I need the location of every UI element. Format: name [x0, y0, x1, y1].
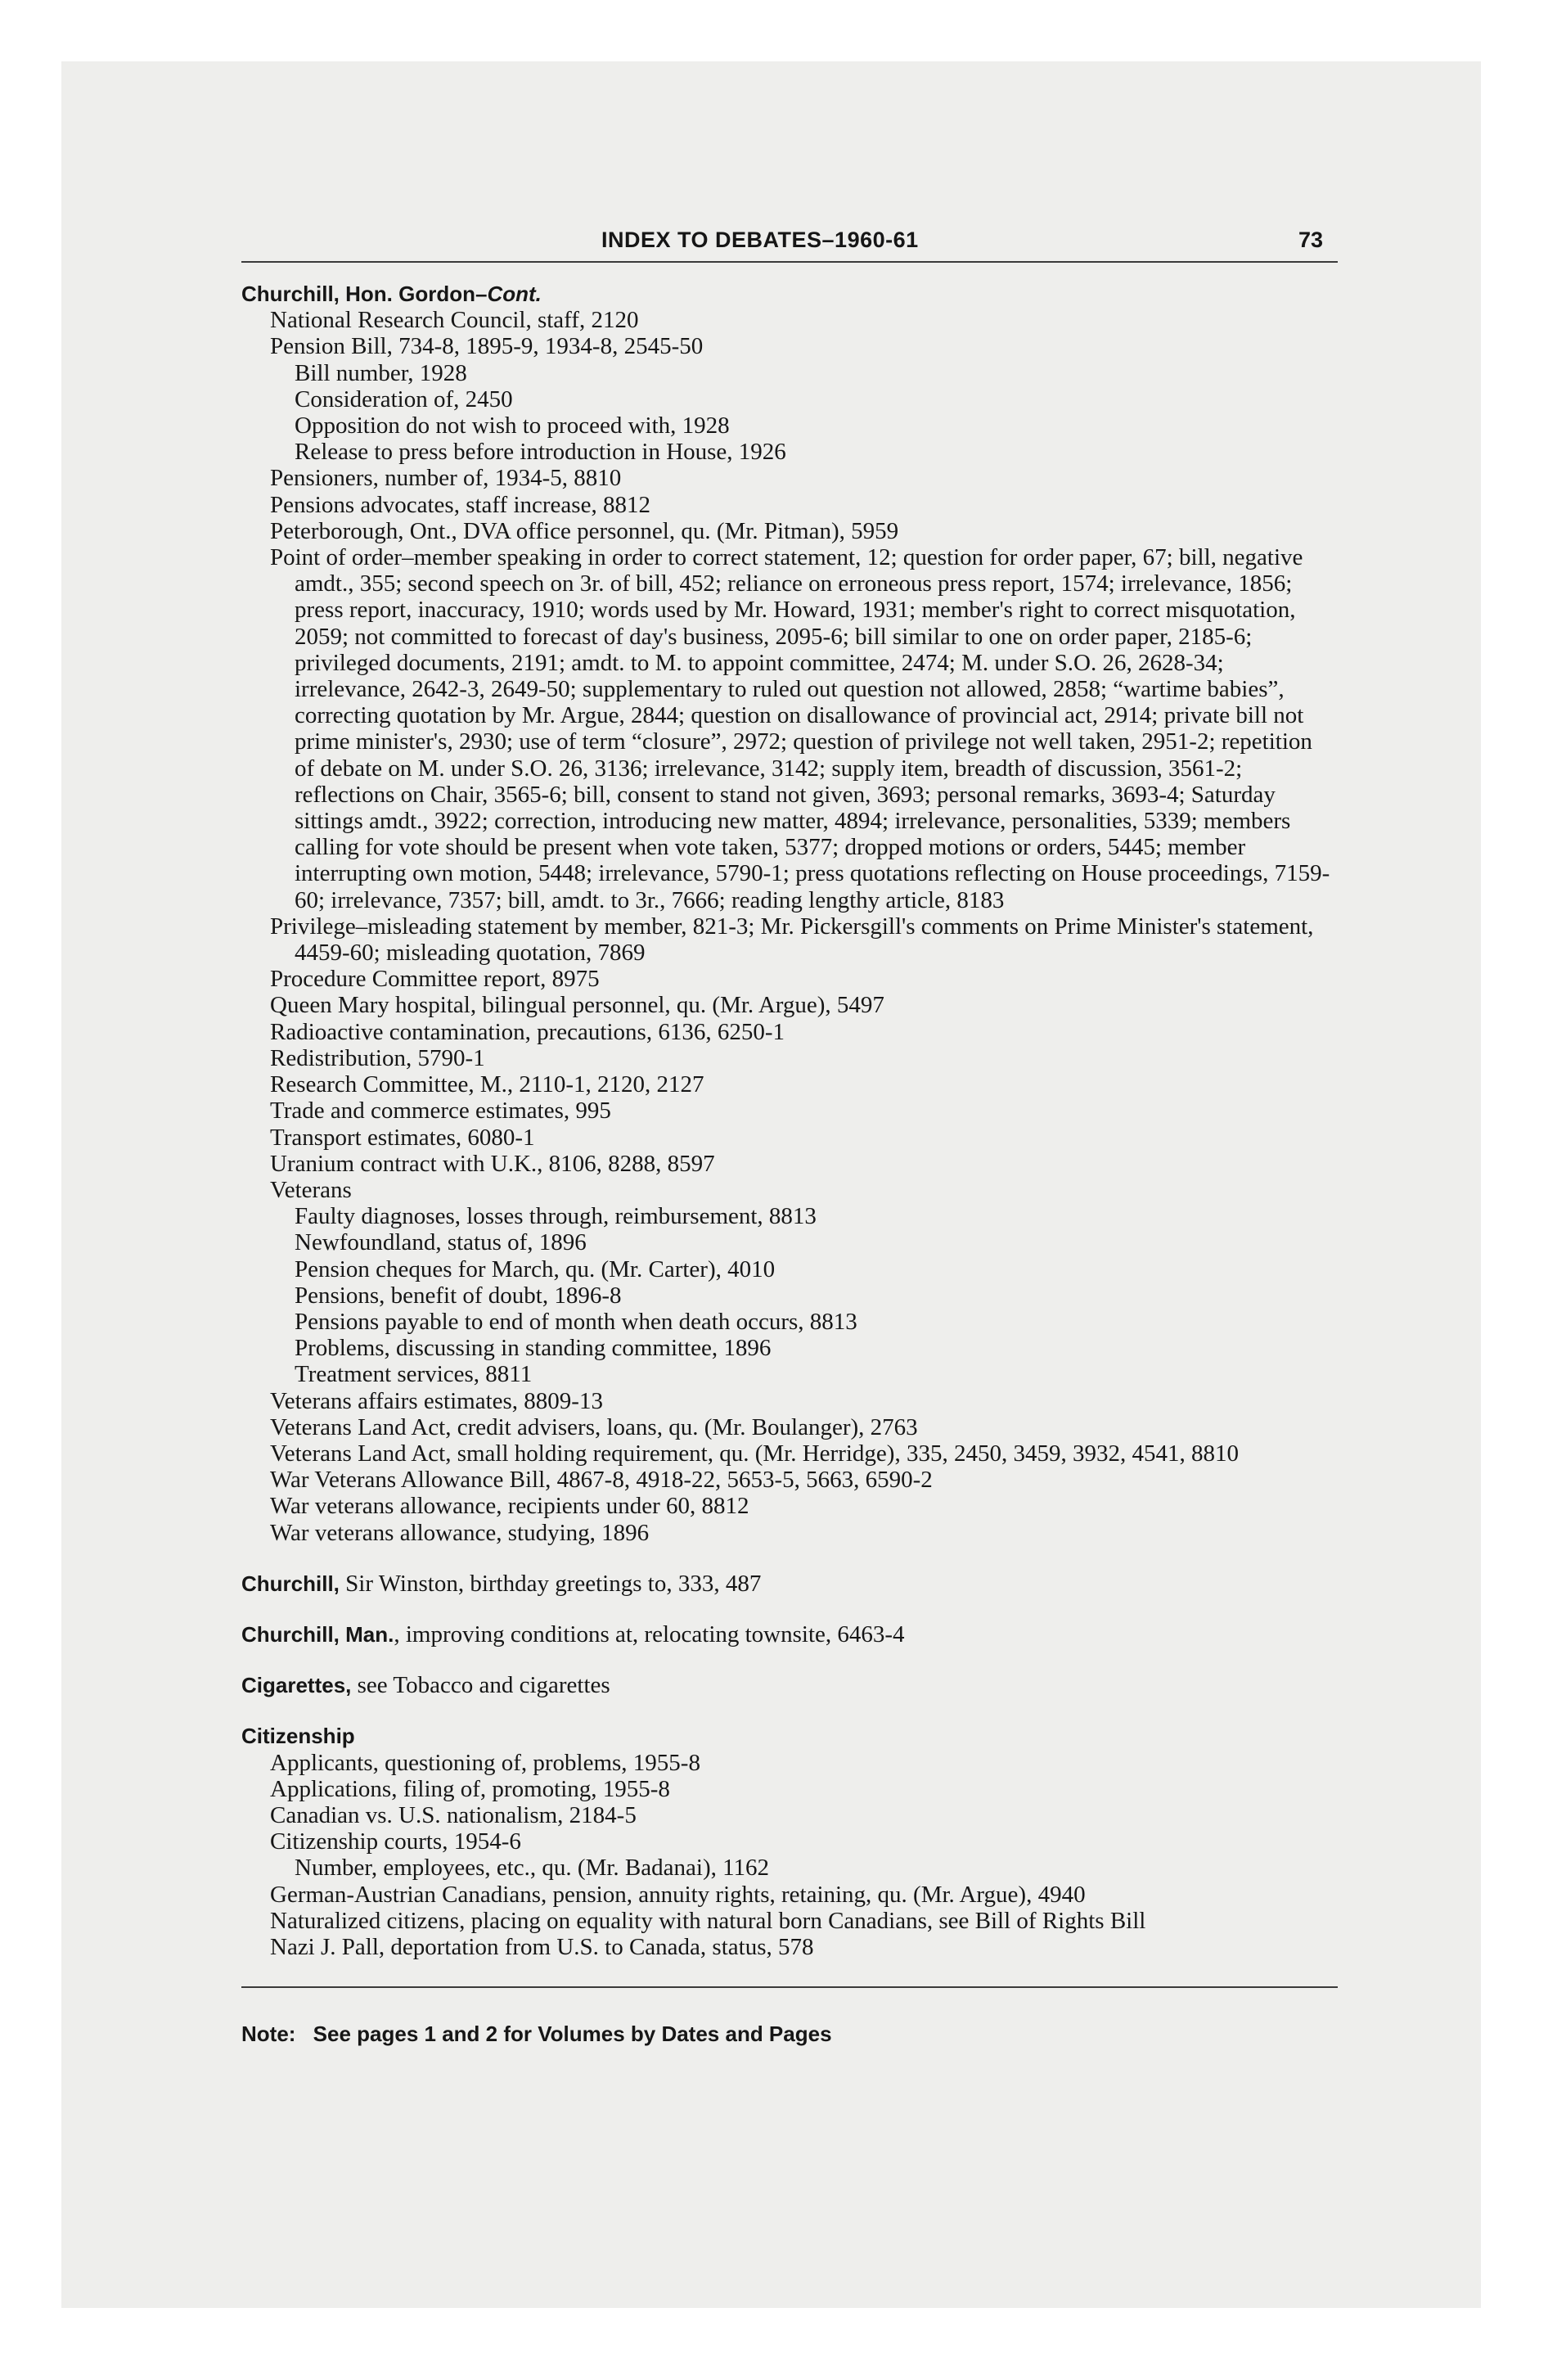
index-subentry: Nazi J. Pall, deportation from U.S. to Canada, status, 578: [270, 1933, 814, 1960]
header-title: INDEX TO DEBATES–1960-61: [601, 228, 919, 252]
index-subentry: Transport estimates, 6080-1: [270, 1124, 535, 1151]
index-subentry: Redistribution, 5790-1: [270, 1044, 485, 1071]
index-entry: [241, 1672, 1338, 1698]
entry-heading: Citizenship: [241, 1724, 355, 1749]
index-subentry: War Veterans Allowance Bill, 4867-8, 4918-22, 5653-5, 5663, 6590-2: [270, 1467, 933, 1494]
index-subentry: Pension Bill, 734-8, 1895-9, 1934-8, 2545-50: [270, 333, 704, 360]
entry-heading-text: Sir Winston, birthday greetings to, 333, 487: [339, 1570, 762, 1597]
index-subentry: Radioactive contamination, precautions, 6136, 6250-1: [270, 1018, 785, 1045]
index-entries: [241, 281, 1338, 1960]
index-subentry: Trade and commerce estimates, 995: [270, 1098, 611, 1125]
index-subentry: Queen Mary hospital, bilingual personnel, qu. (Mr. Argue), 5497: [270, 992, 884, 1019]
index-subentry: Procedure Committee report, 8975: [270, 966, 600, 993]
running-header: [241, 217, 1338, 258]
index-subentry: Uranium contract with U.K., 8106, 8288, 8597: [270, 1150, 715, 1177]
index-subsubentry: Consideration of, 2450: [295, 385, 513, 412]
index-entry: [241, 1621, 1338, 1648]
index-subentry: Citizenship courts, 1954-6: [270, 1828, 521, 1855]
index-subentry: National Research Council, staff, 2120: [270, 307, 639, 334]
index-subsubentry: Release to press before introduction in House, 1926: [295, 439, 786, 466]
entry-heading-line: [241, 281, 1338, 307]
index-subsubentry: Pensions, benefit of doubt, 1896-8: [295, 1282, 622, 1309]
entry-heading-line: [241, 1723, 1338, 1749]
index-subentry: Research Committee, M., 2110-1, 2120, 2127: [270, 1071, 704, 1098]
index-subsubentry: Newfoundland, status of, 1896: [295, 1229, 587, 1256]
footer-note: [241, 2021, 1338, 2047]
entry-heading: Churchill, Hon. Gordon–: [241, 282, 488, 306]
index-subentry: Pensioners, number of, 1934-5, 8810: [270, 465, 622, 492]
index-subentry: Canadian vs. U.S. nationalism, 2184-5: [270, 1801, 637, 1828]
entry-heading-line: [241, 1571, 1338, 1597]
index-subsubentry: Problems, discussing in standing committee, 1896: [295, 1335, 772, 1362]
entry-heading: Cigarettes,: [241, 1673, 352, 1698]
index-subentry: Veterans Land Act, small holding requirement, qu. (Mr. Herridge), 335, 2450, 3459, 3932, 4541, 8810: [270, 1440, 1239, 1467]
page-number: 73: [1298, 228, 1323, 252]
entry-heading-line: [241, 1621, 1338, 1648]
index-subsubentry: Bill number, 1928: [295, 359, 467, 386]
entry-heading-continued: Cont.: [487, 282, 542, 306]
index-subentry: Veterans Land Act, credit advisers, loans, qu. (Mr. Boulanger), 2763: [270, 1413, 918, 1440]
index-entry: [241, 1723, 1338, 1960]
index-subentry: Applicants, questioning of, problems, 1955-8: [270, 1749, 700, 1776]
index-subentry: Naturalized citizens, placing on equality with natural born Canadians, see Bill of Rights Bill: [270, 1907, 1146, 1934]
index-subentry: German-Austrian Canadians, pension, annuity rights, retaining, qu. (Mr. Argue), 4940: [270, 1881, 1086, 1908]
index-subentry: Veterans affairs estimates, 8809-13: [270, 1387, 603, 1414]
index-subsubentry: Treatment services, 8811: [295, 1361, 533, 1388]
note-text: See pages 1 and 2 for Volumes by Dates and Pages: [313, 2022, 832, 2047]
page-content: [241, 217, 1338, 2047]
note-label: Note:: [241, 2022, 296, 2047]
index-subentry: Privilege–misleading statement by member, 821-3; Mr. Pickersgill's comments on Prime Minister's statement, 4459-60; misleading quotation, 7869: [270, 913, 1314, 967]
header-rule: [241, 261, 1338, 263]
index-subentry: Point of order–member speaking in order to correct statement, 12; question for order paper, 67; bill, negative amdt., 355; second speech on 3r. of bill, 452; reliance on erroneous press report, 1574; irrelevance, 1856; press report, inaccuracy, 1910; words used by Mr. Howard, 1931; member's right to correct misquotation, 2059; not committed to forecast of day's business, 2095-6; bill similar to one on order paper, 2185-6; privileged documents, 2191; amdt. to M. to appoint committee, 2474; M. under S.O. 26, 2628-34; irrelevance, 2642-3, 2649-50; supplementary to ruled out question not allowed, 2858; “wartime babies”, correcting quotation by Mr. Argue, 2844; question on disallowance of provincial act, 2914; private bill not prime minister's, 2930; use of term “closure”, 2972; question of privilege not well taken, 2951-2; repetition of debate on M. under S.O. 26, 3136; irrelevance, 3142; supply item, breadth of discussion, 3561-2; reflections on Chair, 3565-6; bill, consent to stand not given, 3693; personal remarks, 3693-4; Saturday sittings amdt., 3922; correction, introducing new matter, 4894; irrelevance, personalities, 5339; members calling for vote should be present when vote taken, 5377; dropped motions or orders, 5445; member interrupting own motion, 5448; irrelevance, 5790-1; press quotations reflecting on House proceedings, 7159-60; irrelevance, 7357; bill, amdt. to 3r., 7666; reading lengthy article, 8183: [270, 544, 1330, 913]
index-subentry: Applications, filing of, promoting, 1955-8: [270, 1775, 670, 1802]
index-subsubentry: Number, employees, etc., qu. (Mr. Badanai), 1162: [295, 1855, 770, 1882]
index-entry: [241, 281, 1338, 1546]
index-subentry: Veterans: [270, 1176, 352, 1203]
entry-heading: Churchill, Man.: [241, 1621, 394, 1647]
index-entry: [241, 1571, 1338, 1597]
entry-heading-text: see Tobacco and cigarettes: [351, 1672, 610, 1699]
index-subentry: War veterans allowance, studying, 1896: [270, 1519, 650, 1546]
footer-rule: [241, 1986, 1338, 1988]
index-subsubentry: Faulty diagnoses, losses through, reimbursement, 8813: [295, 1203, 817, 1230]
entry-heading-line: [241, 1672, 1338, 1698]
entry-heading: Churchill,: [241, 1571, 340, 1596]
index-subsubentry: Opposition do not wish to proceed with, 1928: [295, 412, 730, 439]
index-subsubentry: Pension cheques for March, qu. (Mr. Carter), 4010: [295, 1255, 776, 1282]
index-subentry: Pensions advocates, staff increase, 8812: [270, 491, 650, 518]
index-subentry: Peterborough, Ont., DVA office personnel, qu. (Mr. Pitman), 5959: [270, 517, 899, 544]
index-subsubentry: Pensions payable to end of month when death occurs, 8813: [295, 1308, 857, 1335]
entry-heading-text: , improving conditions at, relocating townsite, 6463-4: [394, 1620, 905, 1648]
index-subentry: War veterans allowance, recipients under 60, 8812: [270, 1493, 749, 1520]
document-page: [61, 61, 1481, 2308]
